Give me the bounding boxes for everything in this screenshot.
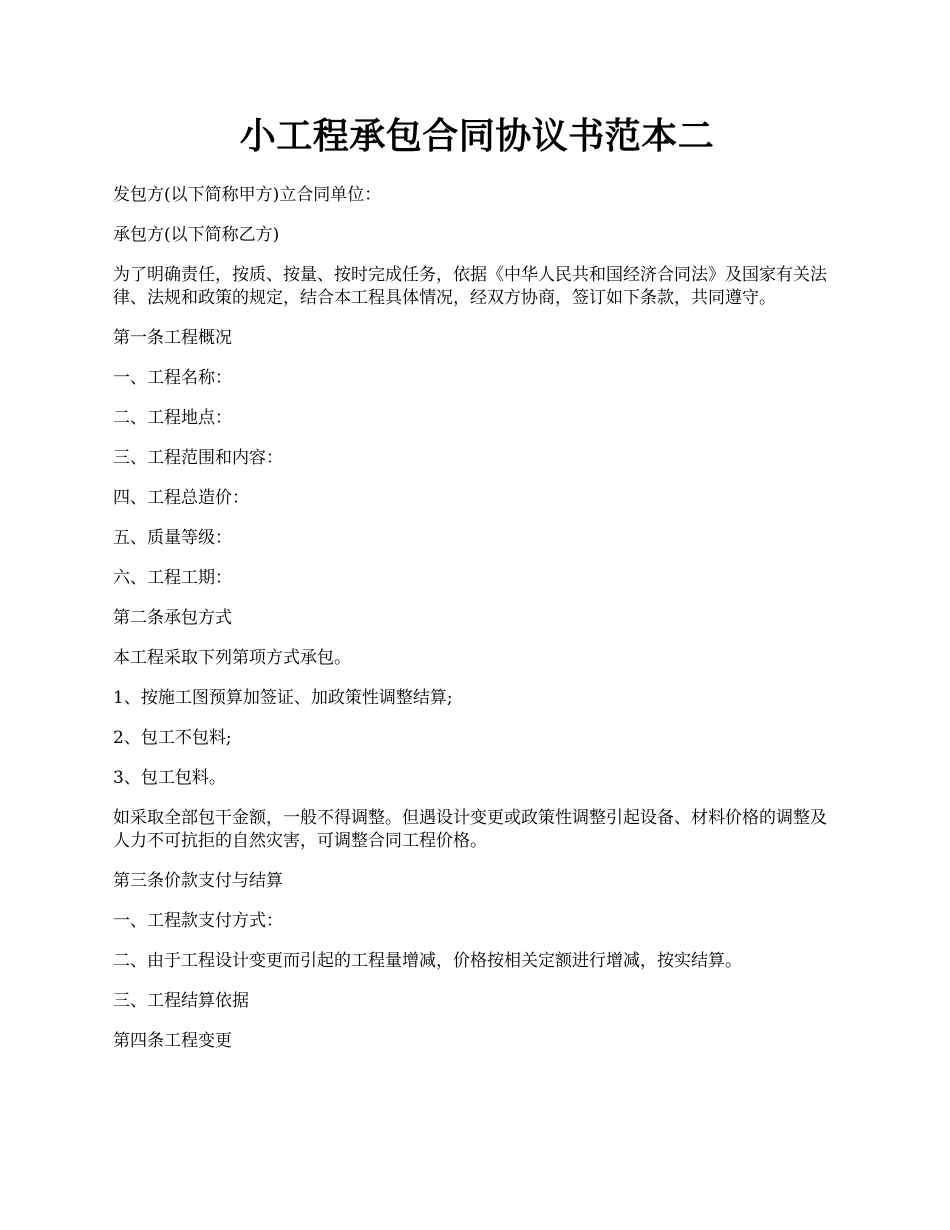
article-3-heading: 第三条价款支付与结算 xyxy=(113,871,283,891)
lump-sum-adjustment-paragraph: 如采取全部包干金额，一般不得调整。但遇设计变更或政策性调整引起设备、材料价格的调整及人力不可抗拒的自然灾害，可调整合同工程价格。 xyxy=(113,808,827,851)
settlement-basis-line: 三、工程结算依据 xyxy=(113,991,249,1011)
project-total-cost-line: 四、工程总造价： xyxy=(113,488,249,508)
party-a-line: 发包方(以下简称甲方)立合同单位： xyxy=(113,185,382,205)
method-option-1: 1、按施工图预算加签证、加政策性调整结算; xyxy=(113,688,453,708)
preamble-paragraph: 为了明确责任，按质、按量、按时完成任务，依据《中华人民共和国经济合同法》及国家有关法律、法规和政策的规定，结合本工程具体情况，经双方协商，签订如下条款，共同遵守。 xyxy=(113,265,827,308)
project-scope-line: 三、工程范围和内容： xyxy=(113,448,283,468)
article-1-heading: 第一条工程概况 xyxy=(113,328,232,348)
design-change-settlement-line: 二、由于工程设计变更而引起的工程量增减，价格按相关定额进行增减，按实结算。 xyxy=(113,951,742,971)
project-duration-line: 六、工程工期： xyxy=(113,568,232,588)
quality-grade-line: 五、质量等级： xyxy=(113,528,232,548)
document-page xyxy=(113,112,841,1070)
party-b-line: 承包方(以下简称乙方) xyxy=(113,225,280,245)
method-option-2: 2、包工不包料; xyxy=(113,728,232,748)
contract-method-intro: 本工程采取下列第项方式承包。 xyxy=(113,648,351,668)
project-location-line: 二、工程地点： xyxy=(113,408,232,428)
article-2-heading: 第二条承包方式 xyxy=(113,608,232,628)
document-title: 小工程承包合同协议书范本二 xyxy=(239,115,715,157)
method-option-3: 3、包工包料。 xyxy=(113,768,226,788)
article-4-heading: 第四条工程变更 xyxy=(113,1031,232,1051)
project-name-line: 一、工程名称： xyxy=(113,368,232,388)
payment-method-line: 一、工程款支付方式： xyxy=(113,911,283,931)
